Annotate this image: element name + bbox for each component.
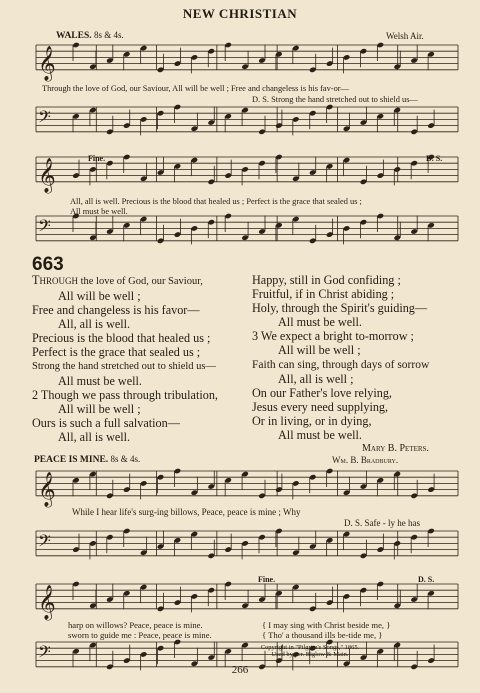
hymn-author: Mary B. Peters. (362, 443, 429, 454)
lyric-line-ds: D. S. Safe - ly he has (344, 518, 420, 528)
fine-mark: Fine. (258, 575, 276, 584)
verse-line: Holy, through the Spirit's guiding— (252, 301, 428, 316)
verse-line: Perfect is the grace that sealed us ; (32, 345, 201, 360)
verse-line: Ours is such a full salvation— (32, 415, 180, 430)
ds-mark: D. S. (418, 575, 435, 584)
verse-left-column (32, 273, 242, 444)
tune-source: Welsh Air. (386, 31, 424, 41)
verse-line: All will be well ; (278, 343, 361, 358)
verse-line: Fruitful, if in Christ abiding ; (252, 287, 395, 302)
verse-line: Free and changeless is his favor— (32, 303, 200, 318)
verse-line: 3 We expect a bright to-morrow ; (252, 329, 414, 344)
verse-line: Precious is the blood that healed us ; (32, 331, 211, 346)
lyric-line-ds: D. S. Strong the hand stretched out to shield us— (252, 95, 418, 104)
lyric-line-4: { I may sing with Christ beside me, } (262, 620, 391, 630)
svg-text:𝄢: 𝄢 (38, 641, 51, 666)
verse-line: All will be well ; (58, 289, 141, 304)
fine-mark: Fine. (88, 154, 106, 163)
tune-composer: Wm. B. Bradbury. (332, 455, 399, 465)
verse-line: Happy, still in God confiding ; (252, 273, 401, 287)
verse-line: All, all is well. (58, 317, 131, 332)
svg-text:𝄢: 𝄢 (38, 530, 51, 555)
verse-line: Through the love of God, our Saviour, (32, 273, 203, 287)
verse-line: All, all is well ; (278, 371, 354, 386)
svg-text:𝄢: 𝄢 (38, 215, 51, 240)
lyric-line-5: { Tho' a thousand ills be-tide me, } (262, 630, 383, 640)
svg-text:𝄞: 𝄞 (38, 471, 56, 507)
lyric-line-2: All, all is well. Precious is the blood that healed us ; Perfect is the grace that sealed us ; (70, 197, 362, 206)
verse-line: All must be well. (278, 428, 362, 443)
hymn-number: 663 (32, 254, 64, 275)
page-header: NEW CHRISTIAN (182, 6, 298, 21)
verse-line: Strong the hand stretched out to shield us— (32, 360, 217, 372)
verse-line: On our Father's love relying, (252, 385, 392, 400)
lyric-line-3: sworn to guide me : Peace, peace is mine. (68, 630, 212, 640)
ds-mark: D. S. (426, 154, 443, 163)
svg-text:𝄢: 𝄢 (38, 106, 51, 131)
lyric-line-2: harp on willows? Peace, peace is mine. (68, 620, 203, 630)
verse-line: Faith can sing, through days of sorrow (252, 358, 430, 371)
tune-name-peace-is-mine: PEACE IS MINE. 8s & 4s. (34, 454, 141, 465)
svg-text:𝄞: 𝄞 (38, 45, 56, 81)
verse-line: All, all is well. (58, 430, 131, 445)
lyric-line-1: While I hear life's surg-ing billows, Peace, peace is mine ; Why (72, 507, 301, 517)
copyright-notice: Copyright in "Pilgrim's Songs," 1865. Used by per. Biglow & Main. (260, 644, 360, 658)
svg-text:𝄞: 𝄞 (38, 584, 56, 620)
tune-name-wales: WALES. 8s & 4s. (56, 30, 124, 41)
verse-line: Jesus every need supplying, (252, 399, 389, 414)
page-number: 266 (231, 664, 249, 676)
verse-line: All must be well. (58, 373, 142, 388)
svg-text:𝄞: 𝄞 (38, 157, 56, 193)
verse-line: Or in living, or in dying, (252, 413, 372, 428)
verse-line: 2 Though we pass through tribulation, (32, 387, 218, 402)
lyric-line-3: All must be well. (70, 207, 128, 216)
verse-line: All will be well ; (58, 401, 141, 416)
lyric-line-1: Through the love of God, our Saviour, All will be well ; Free and changeless is his fav-or— (42, 84, 349, 93)
verse-right-column (252, 273, 462, 442)
verse-line: All must be well. (278, 315, 362, 330)
